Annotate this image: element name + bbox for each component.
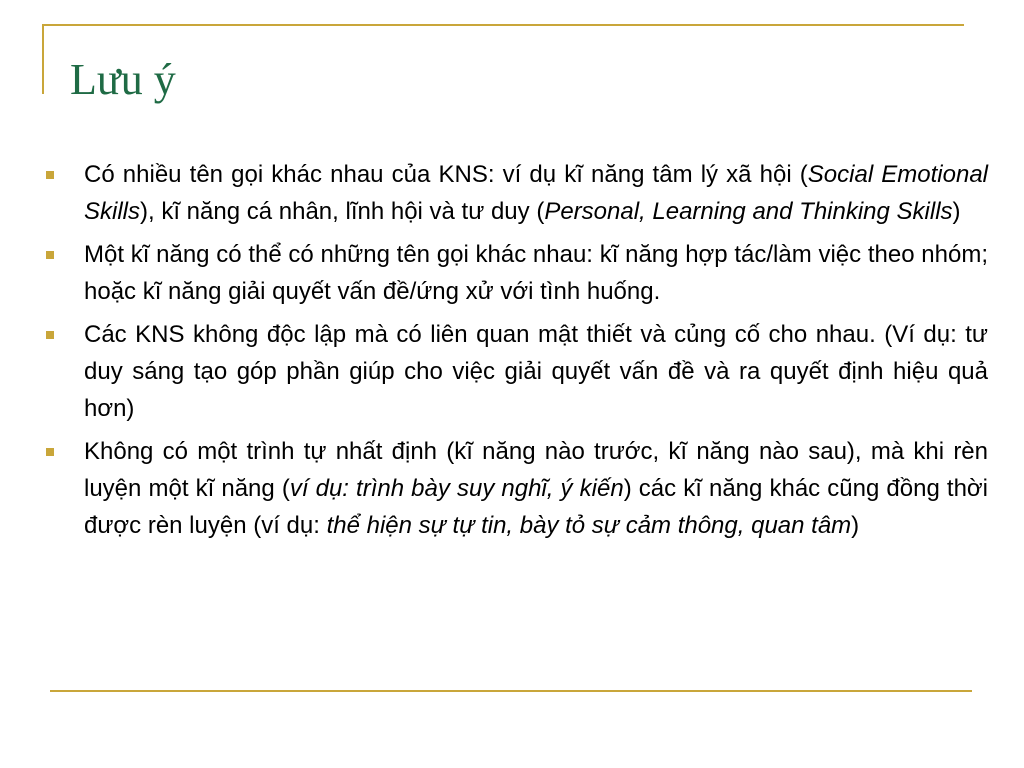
bullet-item-1 bbox=[44, 156, 988, 230]
bullet-text-3: Các KNS không độc lập mà có liên quan mật thiết và củng cố cho nhau. (Ví dụ: tư duy sáng tạo góp phần giúp cho việc giải quyết vấn đề và ra quyết định hiệu quả hơn) bbox=[84, 321, 988, 422]
square-bullet-icon bbox=[46, 331, 54, 339]
bullet-text-4: Không có một trình tự nhất định (kĩ năng nào trước, kĩ năng nào sau), mà khi rèn luyện một kĩ năng (ví dụ: trình bày suy nghĩ, ý kiến) các kĩ năng khác cũng đồng thời được rèn luyện (ví dụ: thể hiện sự tự tin, bày tỏ sự cảm thông, quan tâm) bbox=[84, 438, 988, 539]
square-bullet-icon bbox=[46, 448, 54, 456]
bullet-item-3 bbox=[44, 316, 988, 427]
slide-title: Lưu ý bbox=[70, 55, 176, 104]
bullet-list bbox=[44, 156, 988, 550]
bullet-item-2 bbox=[44, 236, 988, 310]
frame-bottom-rule bbox=[50, 690, 972, 692]
bullet-text-1: Có nhiều tên gọi khác nhau của KNS: ví dụ kĩ năng tâm lý xã hội (Social Emotional Skills), kĩ năng cá nhân, lĩnh hội và tư duy (Personal, Learning and Thinking Skills) bbox=[84, 161, 988, 225]
bullet-item-4 bbox=[44, 433, 988, 544]
square-bullet-icon bbox=[46, 251, 54, 259]
frame-left-rule bbox=[42, 24, 44, 94]
frame-top-rule bbox=[42, 24, 964, 26]
square-bullet-icon bbox=[46, 171, 54, 179]
bullet-text-2: Một kĩ năng có thể có những tên gọi khác nhau: kĩ năng hợp tác/làm việc theo nhóm; hoặc kĩ năng giải quyết vấn đề/ứng xử với tình huống. bbox=[84, 241, 988, 305]
